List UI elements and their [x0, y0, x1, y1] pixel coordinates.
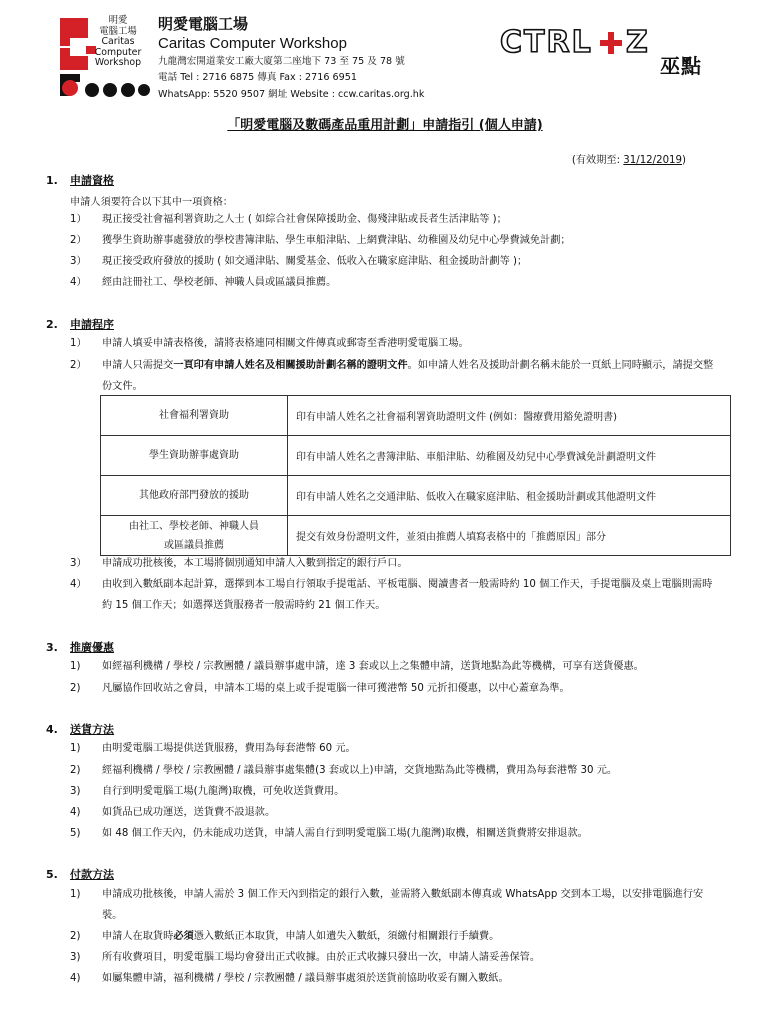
logo-cn-line2: 電腦工場 — [99, 25, 137, 37]
list-item: 1) 由明愛電腦工場提供送貨服務，費用為每套港幣 60 元。 — [70, 743, 356, 754]
list-item: 5) 如 48 個工作天內，仍未能成功送貨，申請人需自行到明愛電腦工場(九龍灣)取機，相關送貨費將安排退款。 — [70, 828, 588, 839]
proof-documents-table — [100, 395, 731, 556]
list-item: 3) 所有收費項目，明愛電腦工場均會發出正式收據。由於正式收據只發出一次，申請人請妥善保管。 — [70, 952, 541, 963]
logo-wordmark — [94, 16, 142, 69]
list-item: 4） 經由註冊社工、學校老師、神職人員或區議員推薦。 — [70, 277, 337, 288]
list-item: 3） 現正接受政府發放的援助 ( 如交通津貼、關愛基金、低收入在職家庭津貼、租金援助計劃等 )； — [70, 256, 528, 267]
list-item: 2） 申請人只需提交一頁印有申請人姓名及相關援助計劃名稱的證明文件。如申請人姓名及援助計劃名稱未能於一頁紙上同時顯示，請提交整份文件。 — [70, 360, 714, 392]
section-heading-eligibility: 1. 申請資格 — [46, 174, 114, 187]
list-item: 4) 如貨品已成功運送，送貨費不設退款。 — [70, 807, 276, 818]
document-title: 「明愛電腦及數碼產品重用計劃」申請指引 (個人申請) — [227, 118, 543, 133]
svg-text:Z: Z — [626, 25, 648, 60]
eligibility-intro: 申請人須要符合以下其中一項資格： — [70, 197, 233, 208]
org-address: 九龍灣宏開道業安工廠大廈第二座地下 73 至 75 及 78 號 — [158, 56, 405, 67]
list-item: 4） 由收到入數紙副本起計算，選擇到本工場自行領取手提電話、平板電腦、閱讀書者一般需時約 10 個工作天，手提電腦及桌上電腦則需時約 15 個工作天；如選擇送貨服務者一般需時約 21 個工作天。 — [70, 579, 713, 611]
logo-en-line2: Computer — [94, 46, 142, 58]
list-item: 2) 經福利機構 / 學校 / 宗教團體 / 議員辦事處集體(3 套或以上)申請，交貨地點為此等機構，費用為每套港幣 30 元。 — [70, 765, 618, 776]
org-phone-fax: 電話 Tel : 2716 6875 傳真 Fax : 2716 6951 — [158, 72, 357, 84]
org-name-cn: 明愛電腦工場 — [158, 15, 249, 33]
table-row: 學生資助辦事處資助 印有申請人姓名之書簿津貼、車船津貼、幼稚園及幼兒中心學費減免計劃證明文件 — [101, 436, 731, 476]
table-row: 社會福利署資助 印有申請人姓名之社會福利署資助證明文件 (例如：醫療費用豁免證明書) — [101, 396, 731, 436]
logo-cn-line1: 明愛 — [108, 15, 128, 26]
list-item: 4) 如屬集體申請，福利機構 / 學校 / 宗教團體 / 議員辦事處須於送貨前協助收妥有關入數紙。 — [70, 973, 509, 984]
section-heading-delivery: 4. 送貨方法 — [46, 723, 114, 736]
list-item: 3） 申請成功批核後，本工場將個別通知申請人入數到指定的銀行戶口。 — [70, 558, 408, 569]
org-whatsapp-website: WhatsApp: 5520 9507 網址 Website : ccw.caritas.org.hk — [158, 88, 425, 100]
list-item: 2) 凡屬協作回收站之會員，申請本工場的桌上或手提電腦一律可獲港幣 50 元折扣優惠，以中心蓋章為準。 — [70, 683, 570, 694]
logo-en-line1: Caritas — [101, 36, 135, 48]
list-item: 3) 自行到明愛電腦工場(九龍灣)取機，可免收送貨費用。 — [70, 786, 345, 797]
list-item: 1） 申請人填妥申請表格後，請將表格連同相關文件傳真或郵寄至香港明愛電腦工場。 — [70, 338, 469, 349]
section-heading-payment: 5. 付款方法 — [46, 868, 114, 881]
list-item: 1） 現正接受社會福利署資助之人士 ( 如綜合社會保障援助金、傷殘津貼或長者生活津貼等 )； — [70, 214, 507, 225]
organization-header — [158, 15, 424, 103]
logo-en-line3: Workshop — [94, 57, 142, 69]
section-heading-promotions: 3. 推廣優惠 — [46, 641, 114, 654]
svg-text:CTRL: CTRL — [500, 25, 593, 60]
list-item: 2） 獲學生資助辦事處發放的學校書簿津貼、學生車船津貼、上網費津貼、幼稚園及幼兒中心學費減免計劃； — [70, 235, 571, 246]
section-heading-procedure: 2. 申請程序 — [46, 318, 114, 331]
list-item: 1) 申請成功批核後，申請人需於 3 個工作天內到指定的銀行入數，並需將入數紙副本傳真或 WhatsApp 交到本工場，以安排電腦進行安裝。 — [70, 889, 704, 921]
table-row: 其他政府部門發放的援助 印有申請人姓名之交通津貼、低收入在職家庭津貼、租金援助計劃或其他證明文件 — [101, 476, 731, 516]
list-item: 2) 申請人在取貨時必須憑入數紙正本取貨，申請人如遺失入數紙，須繳付相關銀行手續費。 — [70, 931, 500, 942]
org-name-en: Caritas Computer Workshop — [158, 35, 347, 52]
table-row: 由社工、學校老師、神職人員 或區議員推薦 提交有效身份證明文件，並須由推薦人填寫表格中的「推薦原因」部分 — [101, 516, 731, 556]
ctrl-z-subtitle: 巫點 — [660, 54, 702, 78]
validity-date: (有效期至: 31/12/2019) — [571, 155, 686, 166]
list-item: 1) 如經福利機構 / 學校 / 宗教團體 / 議員辦事處申請，達 3 套或以上之集體申請，送貨地點為此等機構，可享有送貨優惠。 — [70, 661, 644, 672]
